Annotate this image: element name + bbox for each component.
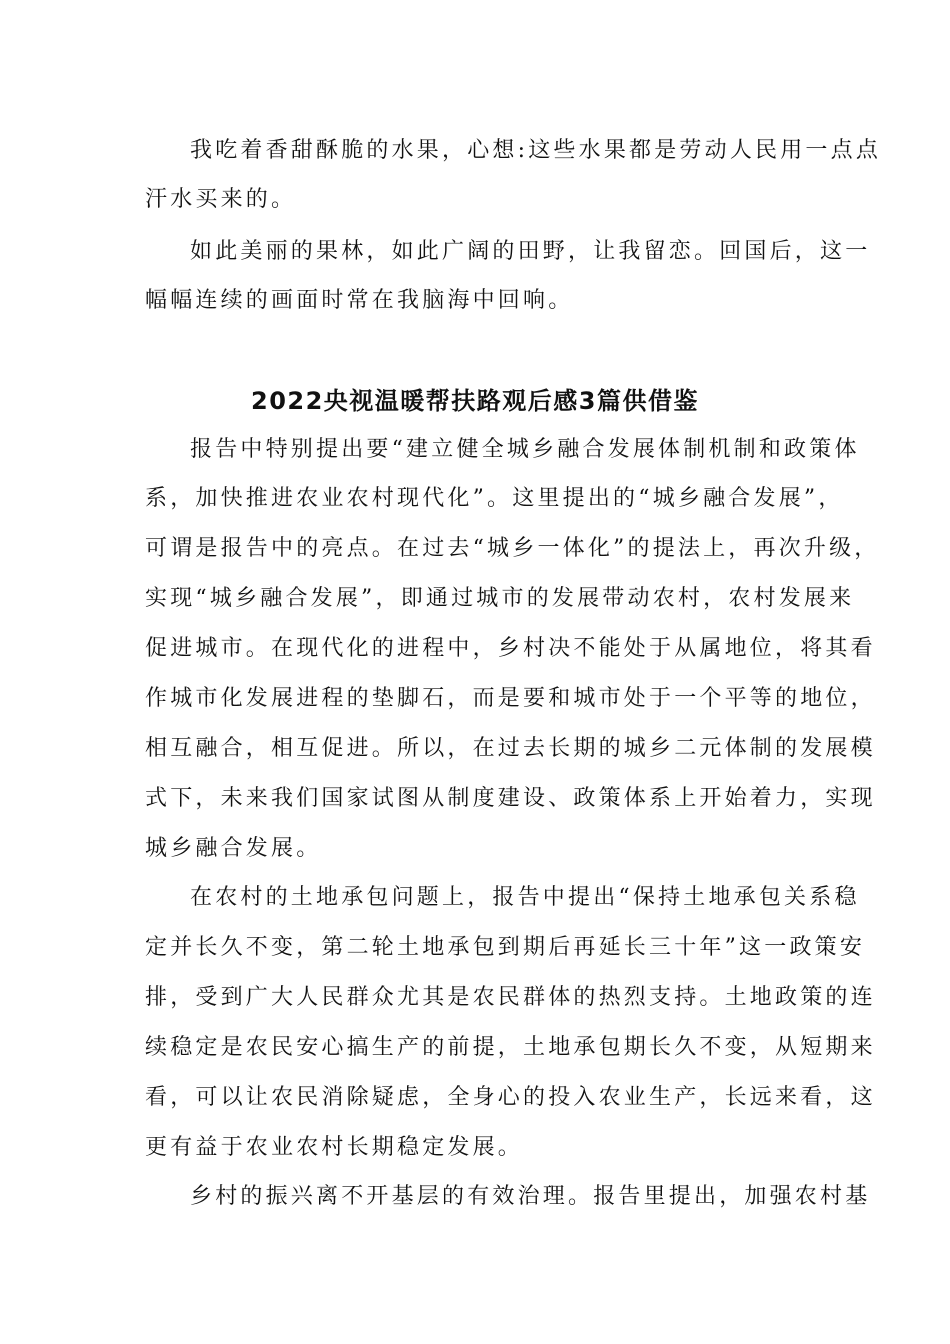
paragraph-2-line-2: 幅幅连续的画面时常在我脑海中回响。 (145, 288, 574, 313)
paragraph-3-line-4: 实现“城乡融合发展”，即通过城市的发展带动农村，农村发展来 (145, 586, 855, 611)
paragraph-3-line-5: 促进城市。在现代化的进程中，乡村决不能处于从属地位，将其看 (145, 636, 876, 661)
paragraph-2-line-1: 如此美丽的果林，如此广阔的田野，让我留恋。回国后，这一 (190, 239, 871, 264)
paragraph-4-line-4: 续稳定是农民安心搞生产的前提，土地承包期长久不变，从短期来 (145, 1035, 876, 1060)
paragraph-3-line-3: 可谓是报告中的亮点。在过去“城乡一体化”的提法上，再次升级， (145, 536, 880, 561)
paragraph-4-line-1: 在农村的土地承包问题上，报告中提出“保持土地承包关系稳 (190, 885, 860, 910)
paragraph-1-line-2: 汗水买来的。 (145, 187, 297, 212)
paragraph-3-line-7: 相互融合，相互促进。所以，在过去长期的城乡二元体制的发展模 (145, 736, 876, 761)
paragraph-3-line-1: 报告中特别提出要“建立健全城乡融合发展体制机制和政策体 (190, 437, 860, 462)
paragraph-4-line-5: 看，可以让农民消除疑虑，全身心的投入农业生产，长远来看，这 (145, 1085, 876, 1110)
paragraph-4-line-2: 定并长久不变，第二轮土地承包到期后再延长三十年”这一政策安 (145, 935, 866, 960)
paragraph-4-line-3: 排，受到广大人民群众尤其是农民群体的热烈支持。土地政策的连 (145, 985, 876, 1010)
paragraph-1-line-1: 我吃着香甜酥脆的水果，心想:这些水果都是劳动人民用一点点 (190, 138, 882, 163)
paragraph-5-line-1: 乡村的振兴离不开基层的有效治理。报告里提出，加强农村基 (190, 1184, 871, 1209)
document-title: 2022央视温暖帮扶路观后感3篇供借鉴 (251, 387, 699, 415)
paragraph-3-line-8: 式下，未来我们国家试图从制度建设、政策体系上开始着力，实现 (145, 786, 876, 811)
paragraph-3-line-2: 系，加快推进农业农村现代化”。这里提出的“城乡融合发展”， (145, 486, 844, 511)
paragraph-4-line-6: 更有益于农业农村长期稳定发展。 (145, 1135, 524, 1160)
paragraph-3-line-6: 作城市化发展进程的垫脚石，而是要和城市处于一个平等的地位， (145, 686, 876, 711)
paragraph-3-line-9: 城乡融合发展。 (145, 836, 322, 861)
